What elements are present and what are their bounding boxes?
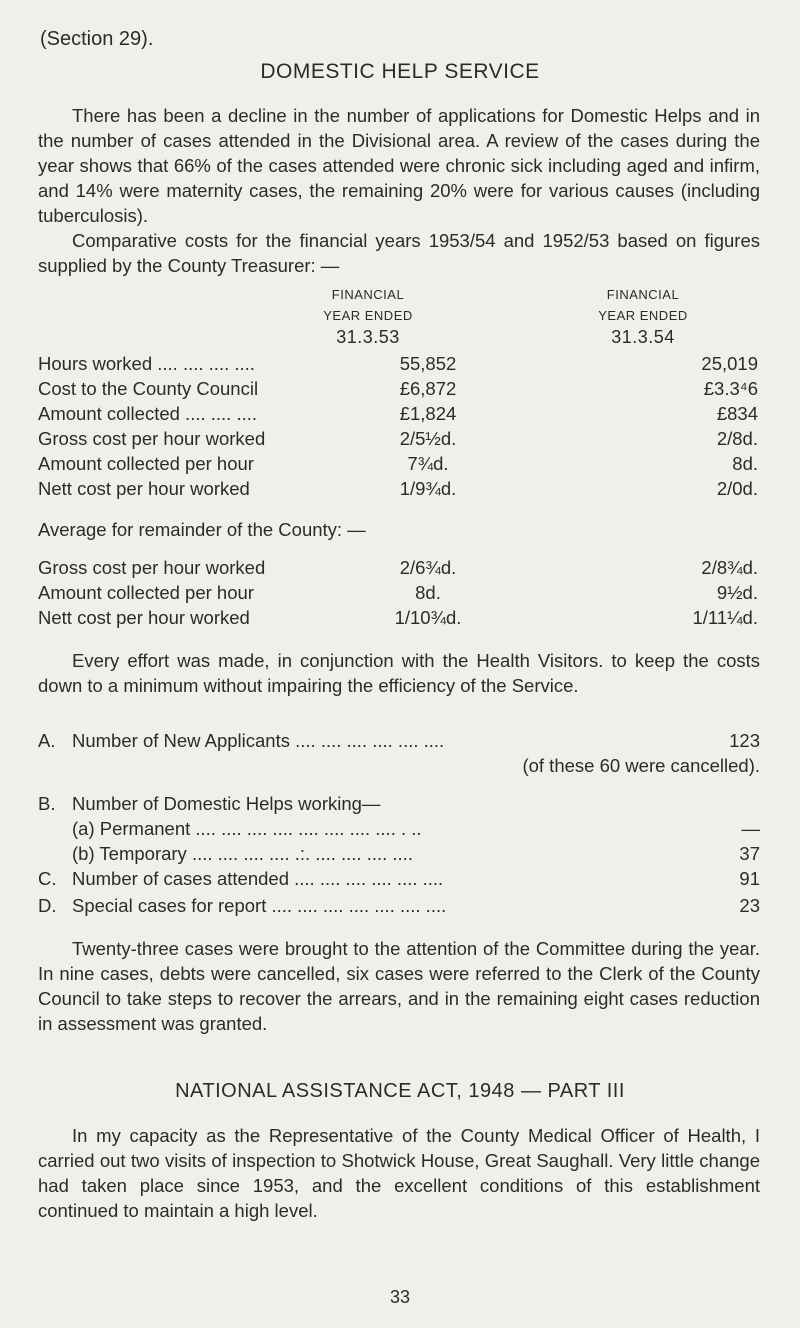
sub-item [72,843,760,867]
value-1952-53: 7¾d. [407,453,449,474]
value-1952-53: £6,872 [399,378,457,399]
item-text: Special cases for report .... .... .... .... .... .... .... [72,895,447,916]
cases-paragraph: Twenty-three cases were brought to the attention of the Committee during the year. In nine cases, debts were cancelled, six cases were referred to the Clerk of the County Council to take steps to recover the arrears, and in the remaining eight cases reduction in assessment was granted. [38,938,760,1034]
county-average-heading: Average for remainder of the County: — [38,519,366,540]
item-value: 91 [739,868,760,889]
value-1953-54: 2/8¾d. [701,557,758,578]
item-letter: A. [38,730,56,751]
national-assistance-paragraph: In my capacity as the Representative of the County Medical Officer of Health, I carried out two visits of inspection to Shotwick House, Great Saughall. Very little change had taken place since 1953, and the excellent conditions of this establishment continued to maintain a high level. [38,1125,760,1221]
row-label: Gross cost per hour worked [38,557,266,578]
item-text: Number of New Applicants .... .... .... .... .... .... [72,730,445,751]
item-note: (of these 60 were cancelled). [522,755,760,776]
row-label: Amount collected per hour [38,582,254,603]
table-row [38,582,768,606]
list-item [38,895,760,919]
table-row [38,478,768,502]
item-text: Number of cases attended .... .... .... .... .... .... [72,868,444,889]
row-label: Nett cost per hour worked [38,478,250,499]
value-1953-54: £3.3⁴6 [703,378,758,399]
value-1952-53: 8d. [415,582,441,603]
sub-item [72,818,760,842]
sub-item-text: (a) Permanent .... .... .... .... .... .... .... .... . .. [72,818,422,839]
page-number: 33 [389,1287,411,1307]
col1-header-line2: YEAR ENDED [323,308,413,323]
sub-item-text: (b) Temporary .... .... .... .... .:. .... .... .... .... [72,843,413,864]
page-title: DOMESTIC HELP SERVICE [260,60,540,83]
value-1953-54: 1/11¼d. [692,607,758,628]
sub-item-value: — [741,818,760,839]
effort-paragraph: Every effort was made, in conjunction with the Health Visitors. to keep the costs down to a minimum without impairing the efficiency of the Service. [38,650,760,696]
value-1952-53: 55,852 [399,353,457,374]
value-1953-54: 9½d. [716,582,758,603]
col2-header-date: 31.3.54 [611,327,675,347]
value-1952-53: 1/10¾d. [394,607,462,628]
comparative-paragraph: Comparative costs for the financial years 1953/54 and 1952/53 based on figures supplied by the County Treasurer: — [38,230,760,276]
value-1953-54: 25,019 [701,353,758,374]
value-1953-54: 2/0d. [716,478,758,499]
item-value: 123 [729,730,760,751]
row-label: Nett cost per hour worked [38,607,250,628]
col1-header-line1: FINANCIAL [331,287,405,302]
table-row [38,353,768,377]
table-row [38,403,768,427]
table-row [38,607,768,631]
value-1952-53: £1,824 [399,403,457,424]
table-row [38,428,768,452]
list-item [38,868,760,892]
intro-paragraph: There has been a decline in the number of applications for Domestic Helps and in the number of cases attended in the Divisional area. A review of the cases during the year shows that 66% of the cases attended were chronic sick including aged and infirm, and 14% were maternity cases, the remaining 20% were for various causes (including tuberculosis). [38,105,760,226]
table-row [38,453,768,477]
item-letter: D. [38,895,57,916]
list-item [38,730,760,754]
value-1952-53: 2/5½d. [399,428,457,449]
row-label: Hours worked .... .... .... .... [38,353,255,374]
col2-header-line2: YEAR ENDED [598,308,688,323]
list-item [38,793,760,817]
row-label: Cost to the County Council [38,378,259,399]
value-1952-53: 2/6¾d. [399,557,457,578]
row-label: Gross cost per hour worked [38,428,266,449]
table-row [38,378,768,402]
value-1953-54: £834 [716,403,758,424]
item-letter: B. [38,793,56,814]
item-value: 23 [739,895,760,916]
section-reference: (Section 29). [40,28,154,50]
table-row [38,557,768,581]
col2-header-line1: FINANCIAL [606,287,680,302]
section-title: NATIONAL ASSISTANCE ACT, 1948 — PART III [175,1080,625,1102]
item-letter: C. [38,868,57,889]
row-label: Amount collected per hour [38,453,254,474]
value-1953-54: 2/8d. [716,428,758,449]
item-text: Number of Domestic Helps working— [72,793,381,814]
col1-header-date: 31.3.53 [336,327,400,347]
row-label: Amount collected .... .... .... [38,403,258,424]
value-1953-54: 8d. [732,453,758,474]
value-1952-53: 1/9¾d. [399,478,457,499]
sub-item-value: 37 [739,843,760,864]
